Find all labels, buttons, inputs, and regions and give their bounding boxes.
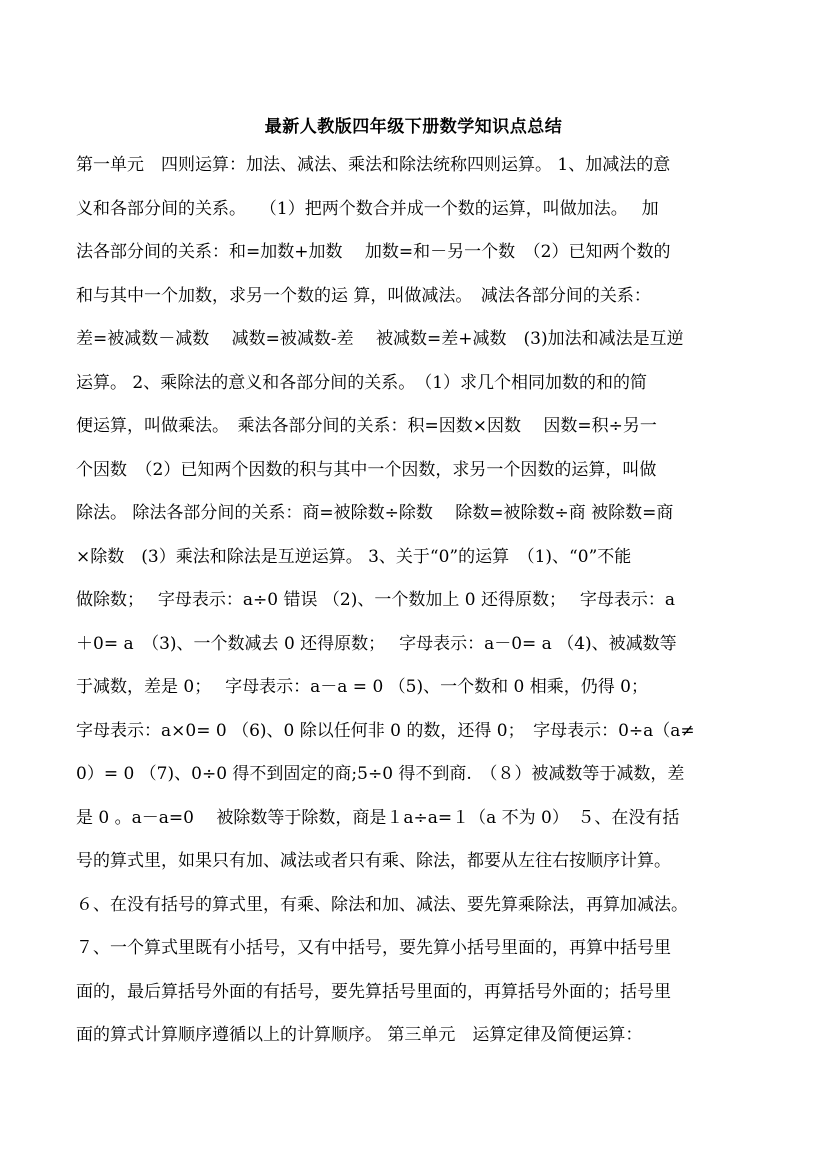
text-line: 和与其中一个加数，求另一个数的运 算，叫做减法。 减法各部分间的关系：	[76, 286, 651, 306]
text-line: 于减数，差是 0； 字母表示：a－a = 0 （5)、一个数和 0 相乘，仍得 0；	[76, 677, 648, 697]
text-line: 面的算式计算顺序遵循以上的计算顺序。 第三单元 运算定律及简便运算：	[76, 1025, 643, 1045]
text-line: 是 0 。a－a=0 被除数等于除数，商是１a÷a=１（a 不为 0） ５、在没有括	[76, 808, 680, 828]
text-line: 0）= 0 （7)、0÷0 得不到固定的商;5÷0 得不到商. （８）被减数等于减数，差	[76, 764, 685, 784]
text-line: 号的算式里，如果只有加、减法或者只有乘、除法，都要从左往右按顺序计算。	[76, 851, 671, 871]
text-line: 个因数 （2）已知两个因数的积与其中一个因数，求另一个因数的运算，叫做	[76, 460, 657, 480]
text-line: 除法。 除法各部分间的关系：商=被除数÷除数 除数=被除数÷商 被除数=商	[76, 503, 674, 523]
text-line: 做除数； 字母表示：a÷0 错误 （2)、一个数加上 0 还得原数； 字母表示：a	[76, 590, 676, 610]
page-title: 最新人教版四年级下册数学知识点总结	[264, 117, 563, 137]
text-line: 法各部分间的关系：和=加数+加数 加数=和－另一个数 （2）已知两个数的	[76, 242, 671, 262]
text-line: 面的，最后算括号外面的有括号，要先算括号里面的，再算括号外面的；括号里	[76, 982, 671, 1002]
text-line: ＋0= a （3)、一个数减去 0 还得原数； 字母表示：a－0= a （4)、被减数等	[76, 634, 677, 654]
text-line: ７、一个算式里既有小括号，又有中括号，要先算小括号里面的，再算中括号里	[76, 938, 671, 958]
text-line: ×除数 (3）乘法和除法是互逆运算。 3、关于“0”的运算 （1)、“0”不能	[76, 547, 632, 567]
text-line: ６、在没有括号的算式里，有乘、除法和加、减法、要先算乘除法，再算加减法。	[76, 895, 688, 915]
text-line: 义和各部分间的关系。 （1）把两个数合并成一个数的运算，叫做加法。 加	[76, 199, 659, 219]
text-line: 字母表示：a×0= 0 （6)、0 除以任何非 0 的数，还得 0； 字母表示：0÷a（a≠	[76, 721, 695, 741]
text-line: 便运算，叫做乘法。 乘法各部分间的关系：积=因数×因数 因数=积÷另一	[76, 416, 657, 436]
text-line: 差=被减数－减数 减数=被减数-差 被减数=差+减数 (3)加法和减法是互逆	[76, 329, 684, 349]
text-line: 运算。 2、乘除法的意义和各部分间的关系。 （1）求几个相同加数的和的简	[76, 373, 648, 393]
text-line: 第一单元 四则运算：加法、减法、乘法和除法统称四则运算。 1、加减法的意	[76, 155, 671, 175]
